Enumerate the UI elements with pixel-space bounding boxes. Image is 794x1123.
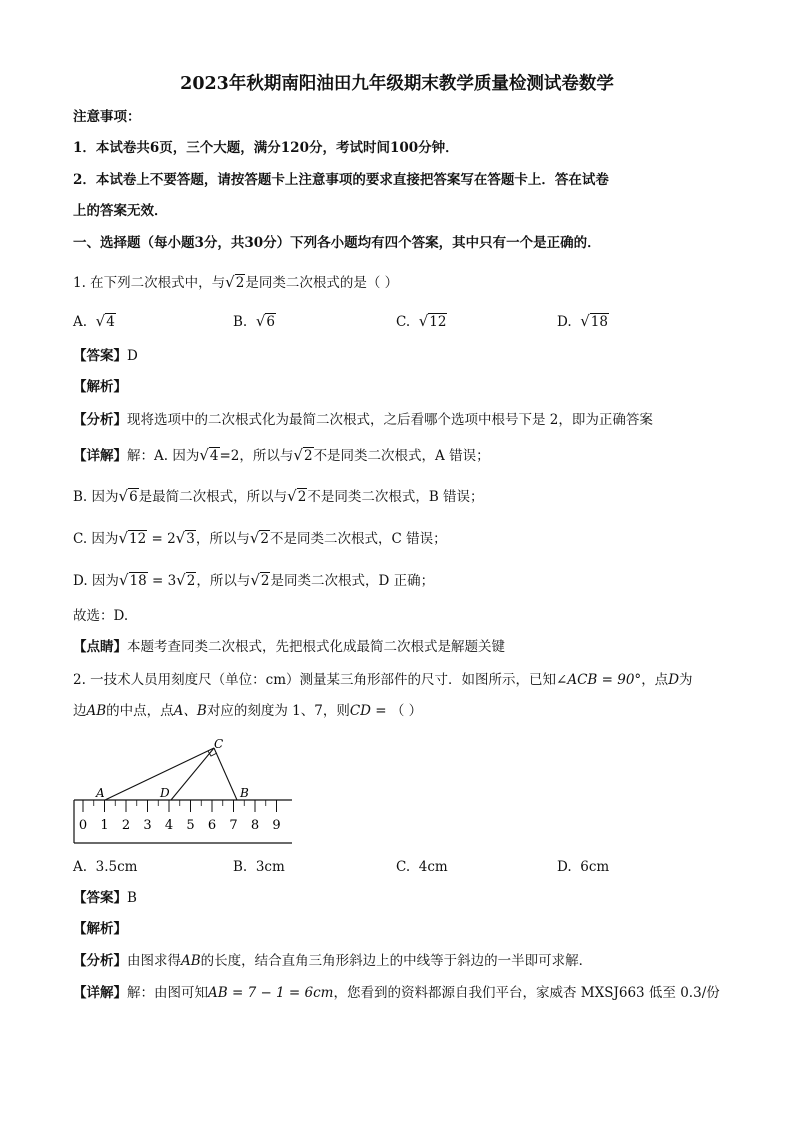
q1-option-d: D. √18 — [557, 312, 608, 330]
segment-cb — [214, 748, 237, 800]
ruler-tick-label: 8 — [250, 818, 260, 833]
ruler-tick-label: 5 — [186, 818, 195, 833]
q2-answer: 【答案】B — [73, 890, 137, 906]
section-heading: 一、选择题（每小题3分，共30分）下列各小题均有四个答案，其中只有一个是正确的． — [73, 235, 601, 251]
point-label-b: B — [240, 786, 249, 800]
notice-item-1: 1．本试卷共6页，三个大题，满分120分，考试时间100分钟． — [73, 140, 459, 156]
notice-item-2b: 上的答案无效． — [73, 203, 168, 219]
q2-detail: 【详解】解：由图可知AB = 7 − 1 = 6cm，您看到的资料都源自我们平台，家威杏 MXSJ663 低至 0.3/份 — [73, 985, 720, 1001]
ruler-tick-label: 9 — [272, 818, 281, 833]
notice-heading: 注意事项： — [73, 109, 141, 125]
point-label-d: D — [160, 786, 170, 800]
q1-option-b: B. √6 — [233, 312, 275, 330]
q2-stem-line-1: 2. 一技术人员用刻度尺（单位：cm）测量某三角形部件的尺寸．如图所示，已知∠ACB = 90°，点D为 — [73, 672, 693, 688]
segment-cd — [171, 748, 214, 800]
page-title: 2023年秋期南阳油田九年级期末教学质量检测试卷数学 — [180, 74, 614, 94]
ruler-tick-label: 1 — [100, 818, 109, 833]
ruler-tick-label: 3 — [143, 818, 152, 833]
q1-fenxi: 【分析】现将选项中的二次根式化为最简二次根式，之后看哪个选项中根号下是 2，即为正确答案 — [73, 412, 653, 428]
q2-option-b: B. 3cm — [233, 859, 285, 875]
point-label-c: C — [214, 737, 224, 751]
q1-answer: 【答案】D — [73, 348, 138, 364]
ruler-triangle-figure — [68, 736, 298, 846]
q1-stem-radicand: 2 — [235, 275, 245, 291]
q1-comment: 【点睛】本题考查同类二次根式，先把根式化成最简二次根式是解题关键 — [73, 639, 505, 655]
q1-stem-text-end: 是同类二次根式的是（ ） — [245, 275, 399, 291]
q1-choose: 故选：D. — [73, 608, 129, 624]
ruler-tick-label: 2 — [121, 818, 131, 833]
ruler-tick-label: 4 — [164, 818, 174, 833]
q2-fenxi: 【分析】由图求得AB的长度，结合直角三角形斜边上的中线等于斜边的一半即可求解． — [73, 953, 593, 969]
point-label-a: A — [96, 786, 105, 800]
q1-detail-a: 【详解】解：A. 因为√4=2，所以与√2不是同类二次根式，A 错误； — [73, 446, 490, 464]
q2-option-a: A. 3.5cm — [73, 859, 138, 875]
ruler-tick-labels — [79, 818, 281, 833]
q2-analysis-tag: 【解析】 — [73, 921, 127, 937]
q1-stem: 1. 在下列二次根式中，与√2是同类二次根式的是（ ） — [73, 273, 399, 291]
q1-analysis-tag: 【解析】 — [73, 379, 127, 395]
q1-stem-text: 1. 在下列二次根式中，与 — [73, 275, 226, 291]
q2-option-d: D. 6cm — [557, 859, 610, 875]
q1-detail-c: C. 因为√12 = 2√3，所以与√2不是同类二次根式，C 错误； — [73, 529, 447, 547]
q1-detail-b: B. 因为√6是最简二次根式，所以与√2不是同类二次根式，B 错误； — [73, 487, 484, 505]
ruler-tick-label: 6 — [207, 818, 217, 833]
q2-stem-line-2: 边AB的中点，点A、B对应的刻度为 1、7，则CD = （ ） — [73, 703, 423, 719]
q2-option-c: C. 4cm — [396, 859, 448, 875]
q1-detail-d: D. 因为√18 = 3√2，所以与√2是同类二次根式，D 正确； — [73, 571, 435, 589]
notice-item-2a: 2．本试卷上不要答题，请按答题卡上注意事项的要求直接把答案写在答题卡上．答在试卷 — [73, 172, 609, 188]
ruler-ticks — [83, 800, 277, 812]
q1-option-a: A. √4 — [73, 312, 115, 330]
ruler-tick-label: 7 — [229, 818, 238, 833]
q1-option-c: C. √12 — [396, 312, 447, 330]
ruler-tick-label: 0 — [78, 818, 88, 833]
